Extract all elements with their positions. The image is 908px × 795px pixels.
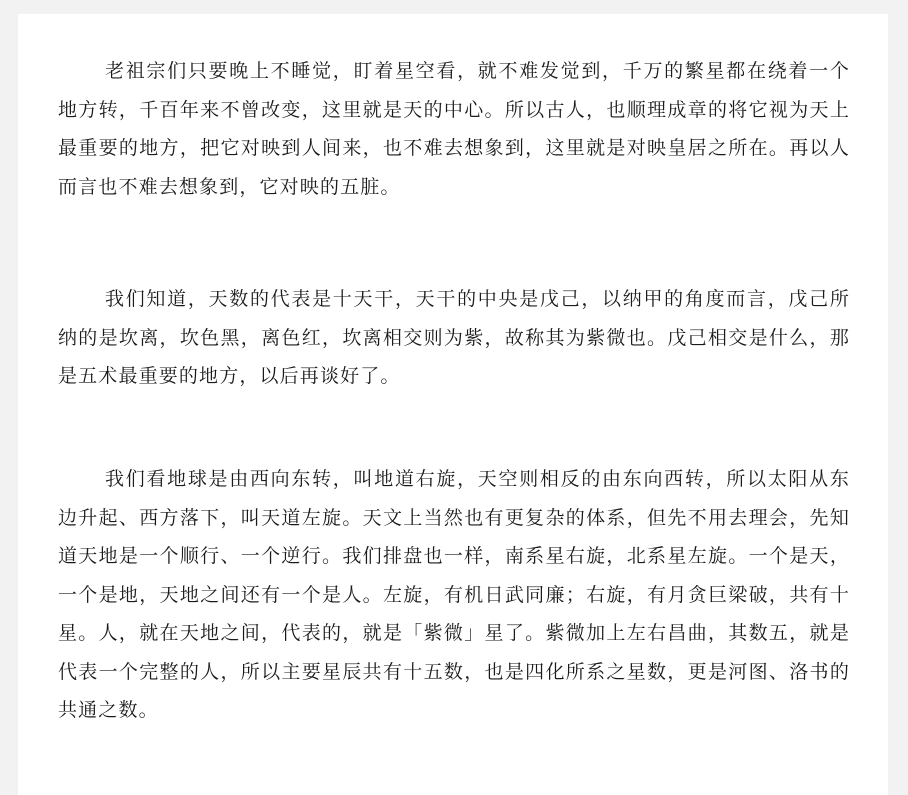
paragraph-heavenly-stems: 我们知道，天数的代表是十天干，天干的中央是戊己，以纳甲的角度而言，戊己所纳的是坎离，坎色黑，离色红，坎离相交则为紫，故称其为紫微也。戊己相交是什么，那是五术最重要的地方，以后再谈好了。 xyxy=(58,288,850,387)
paragraph-polaris-center: 老祖宗们只要晚上不睡觉，盯着星空看，就不难发觉到，千万的繁星都在绕着一个地方转，千百年来不曾改变，这里就是天的中心。所以古人，也顺理成章的将它视为天上最重要的地方，把它对映到人间来，也不难去想象到，这里就是对映皇居之所在。再以人而言也不难去想象到，它对映的五脏。 xyxy=(58,60,850,198)
document-page xyxy=(18,14,888,795)
paragraph-rotation-stars: 我们看地球是由西向东转，叫地道右旋，天空则相反的由东向西转，所以太阳从东边升起、西方落下，叫天道左旋。天文上当然也有更复杂的体系，但先不用去理会，先知道天地是一个顺行、一个逆行。我们排盘也一样，南系星右旋，北系星左旋。一个是天，一个是地，天地之间还有一个是人。左旋，有机日武同廉；右旋，有月贪巨梁破，共有十星。人，就在天地之间，代表的，就是「紫微」星了。紫微加上左右昌曲，其数五，就是代表一个完整的人，所以主要星辰共有十五数，也是四化所系之星数，更是河图、洛书的共通之数。 xyxy=(58,468,850,721)
